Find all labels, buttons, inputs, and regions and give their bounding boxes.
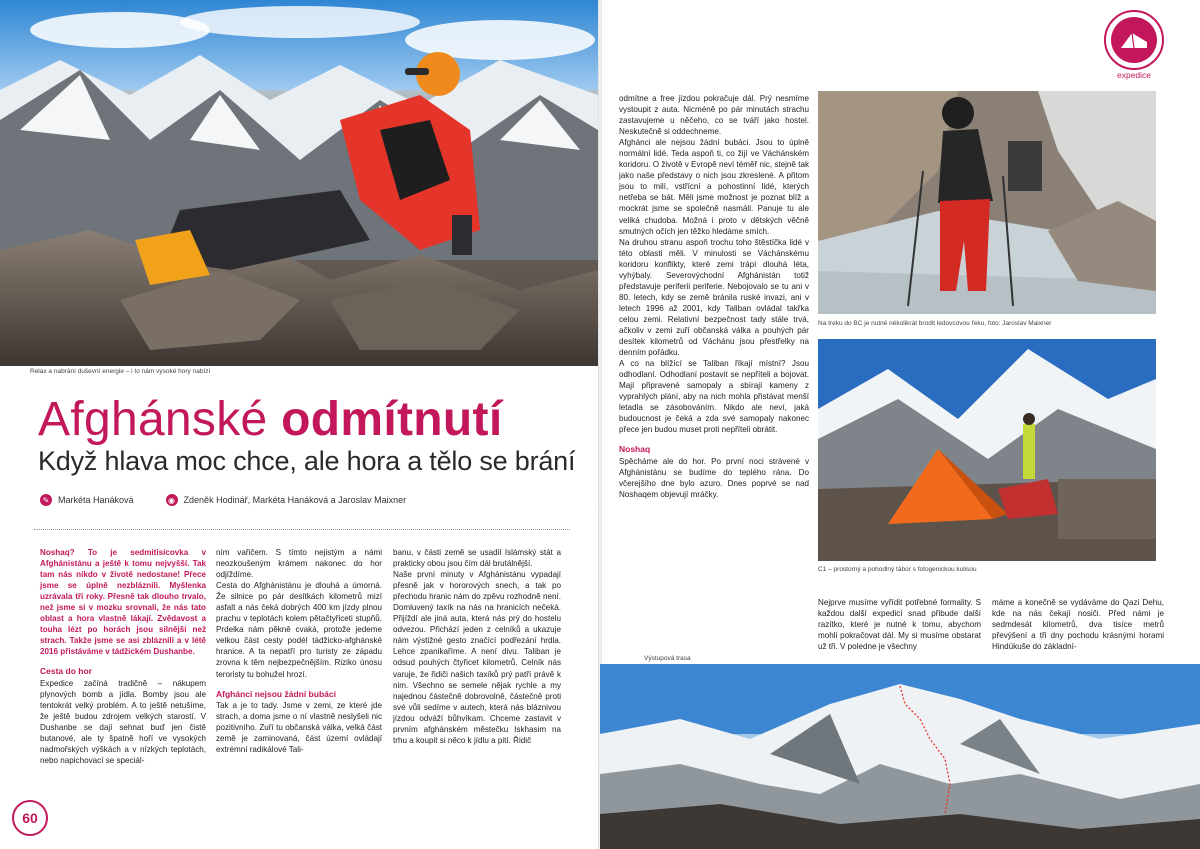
- article-lead: Noshaq? To je sedmitisícovka v Afghánistánu a ještě k tomu nejvyšší. Tak tam nás nikdo v životě nedostane! Přece jsme se úplně nezbláznili. Myšlenka uzrávala tři roky. Přesně tak dlouho trvalo, než jsme si v mozku srovnali, že nás tato oblast a hora vlastně lákají. Zvědavost a touha lézt po horách jsou silnější než strach. Takže jsme se asi zbláznili a v létě 2016 přistáváme v tádžickém Dushanbe.: [40, 548, 206, 657]
- paragraph: Nejprve musíme vyřídit potřebné formality. S každou další expedicí snad přibude další razítko, které je nutné k tomu, abychom mohli pokračovat dál. My si musíme obstarat už tři. V poledne je všechny: [818, 598, 981, 652]
- section-label: expedice: [1116, 70, 1152, 80]
- paragraph: Expedice začíná tradičně – nákupem plynových bomb a jídla. Bomby jsou ale tentokrát velký problém. A to ještě netušíme, že ještě budou zdrojem velkých starostí. V Dushanbe se dají sehnat buď jen čistě butanové, ale ty špatně hoří ve vysokých nadmořských výškách a v nízkých teplotách, nebo napichovací se speciál-: [40, 678, 206, 765]
- photographer-names: Zdeněk Hodinář, Markéta Hanáková a Jaroslav Maixner: [183, 495, 407, 505]
- text-column-2: [216, 547, 382, 755]
- byline: [40, 494, 406, 506]
- article-subtitle: Když hlava moc chce, ale hora a tělo se brání: [38, 446, 576, 476]
- section-heading-noshaq: Noshaq: [619, 444, 651, 455]
- paragraph: A co na blížící se Taliban říkají místní? Jsou odhodlaní. Odhodlaní postavit se nepříteli a bojovat. Mají připravené samopaly a sbírají kameny z vyprahlých plání, aby na nich mohla přistávat menší letadla se zásobováním. Nikdo ale neví, jaká budoucnost je čeká a zda své samopaly nakonec přece jen budou muset proti nepříteli obrátit.: [619, 359, 809, 435]
- paragraph: Cesta do Afghánistánu je dlouhá a úmorná. Že silnice po pár desítkách kilometrů mizí asfalt a nás čeká dobrých 400 km jízdy plnou prachu v teplotách kolem pětačtyřiceti stupňů. Prdelka nám pěkně cvaká, protože jedeme velkou část cesty podél tádžicko-afghánské hranice. A ta nepatří pro turisty ze západu zrovna k těm nejbezpečnějším. Riziko únosu teroristy tu bohužel hrozí.: [216, 581, 382, 679]
- paragraph: banu, v části země se usadil Islámský stát a prakticky obou jsou čím dál brutálnější.: [393, 548, 561, 569]
- title-light: Afghánské: [38, 393, 282, 446]
- title-bold: odmítnutí: [281, 393, 503, 446]
- paragraph: Spěcháme ale do hor. Po první noci strávené v Afghánistánu se budíme do teplého rána. Do včerejšího dne bylo azuro. Dnes poprvé se nad Noshaqem objevují mráčky.: [619, 456, 809, 499]
- camera-icon: ◉: [166, 494, 178, 506]
- trek-river-photo: [818, 91, 1156, 314]
- text-column-4: [619, 93, 809, 500]
- section-heading-cesta: Cesta do hor: [40, 666, 92, 677]
- section-heading-afghanci: Afghánci nejsou žádní bubáci: [216, 688, 336, 699]
- paragraph: Naše první minuty v Afghánistánu vypadají přesně jak v hororových snech, a tak po přechodu hranic nám do zpěvu rozhodně není. Domluvený taxík na nás na hranicích nečeká. Přijíždí ale jiná auta, která nás prý do hostelu odvezou. Přichází jeden z celníků a ukazuje nám výstižné gesto značící podřezání hrdla. Lehce zpanikaříme. A není divu. Taliban je odsud pouhých čtyřicet kilometrů. Celník nás varuje, že řidiči našich taxíků prý patří právě k nim. Všechno se semele nějak rychle a my najednou částečně dobrovolně, částečně proti své vůli sedíme v autech, která nás bláznivou jízdou odváží bůhvíkam. Chceme zastavit v prvním afghánském městečku Iskhasim na trhu a koupit si něco k jídlu a pití. Řidič: [393, 570, 561, 745]
- camp-photo-caption: C1 – prostorný a pohodlný tábor s fotogenickou kulisou: [818, 566, 977, 573]
- paragraph: odmítne a free jízdou pokračuje dál. Prý nesmíme vystoupit z auta. Nicméně po pár minutách strachu zastavujeme u něčeho, co se tváří jako hostel. Neskutečně si oddechneme.: [619, 94, 809, 137]
- text-column-6: [818, 597, 981, 652]
- hero-caption: Relax a nabrání duševní energie – i to nám vysoké hory nabízí: [30, 368, 211, 375]
- route-photo-caption: Výstupová trasa: [644, 655, 691, 662]
- paragraph: ním vařičem. S tímto nejistým a námi neozkoušeným krámem nakonec do hor odjíždíme.: [216, 548, 382, 580]
- section-badge: [1104, 10, 1164, 70]
- page-number: 60: [12, 800, 48, 836]
- author-name: Markéta Hanáková: [58, 495, 134, 505]
- camp-photo: [818, 339, 1156, 561]
- route-panorama-photo: [600, 664, 1200, 849]
- paragraph: Tak a je to tady. Jsme v zemi, ze které jde strach, a doma jsme o ní vlastně neslyšeli nic pozitivního. Zuří tu občanská válka, velká část země je zaminovaná, část území ovládají extrémní radikálové Tali-: [216, 700, 382, 754]
- tent-icon: [1111, 17, 1157, 63]
- text-column-7: [992, 597, 1164, 652]
- text-column-3: [393, 547, 561, 746]
- paragraph: máme a konečně se vydáváme do Qazi Dehu, kde na nás čekají nosiči. Před námi je sedmdesát kilometrů, dva tisíce metrů převýšení a tři dny pochodu krásnými horami Hindúkuše do základní-: [992, 598, 1164, 652]
- pen-icon: ✎: [40, 494, 52, 506]
- article-title: [38, 392, 502, 447]
- text-column-1: [40, 547, 206, 766]
- paragraph: Na druhou stranu aspoň trochu toho štěstíčka lidé v této oblasti měli. V minulosti se Váchánskému koridoru konflikty, které zemi trápí dlouhá léta, vyhýbaly. Severovýchodní Afghánistán totiž představuje periferii periferie. Nebojovalo se tu ani v 80. letech, kdy se země bránila ruské invazi, ani v letech 1996 až 2001, kdy Taliban ovládal takřka celou zemi. Relativní bezpečnost tady stále trvá, ačkoliv v zemi zuří občanská válka a pouhých pár desítek kilometrů od Váchánu jsou přestřelky na denním pořádku.: [619, 237, 809, 358]
- hero-photo: [0, 0, 598, 366]
- byline-divider: [34, 529, 570, 530]
- paragraph: Afghánci ale nejsou žádní bubáci. Jsou to úplně normální lidé. Teda aspoň ti, co žijí ve Váchánském koridoru. O životě v Evropě neví téměř nic, stejně tak jako naše představy o nich jsou zkreslené. A přitom jsou to milí, vstřícní a pohostinní lidé, kterých netřeba se bát. Měli jsme možnost je poznat blíž a mockrát jsme se společně nasmáli. Panuje tu ale veliká chudoba. Možná i proto v dětských věčně smutných očích jen těžko hledáme smích.: [619, 138, 809, 236]
- trek-photo-caption: Na treku do BC je nutné několikrát brodit ledovcovou řeku, foto: Jaroslav Maixner: [818, 320, 1052, 327]
